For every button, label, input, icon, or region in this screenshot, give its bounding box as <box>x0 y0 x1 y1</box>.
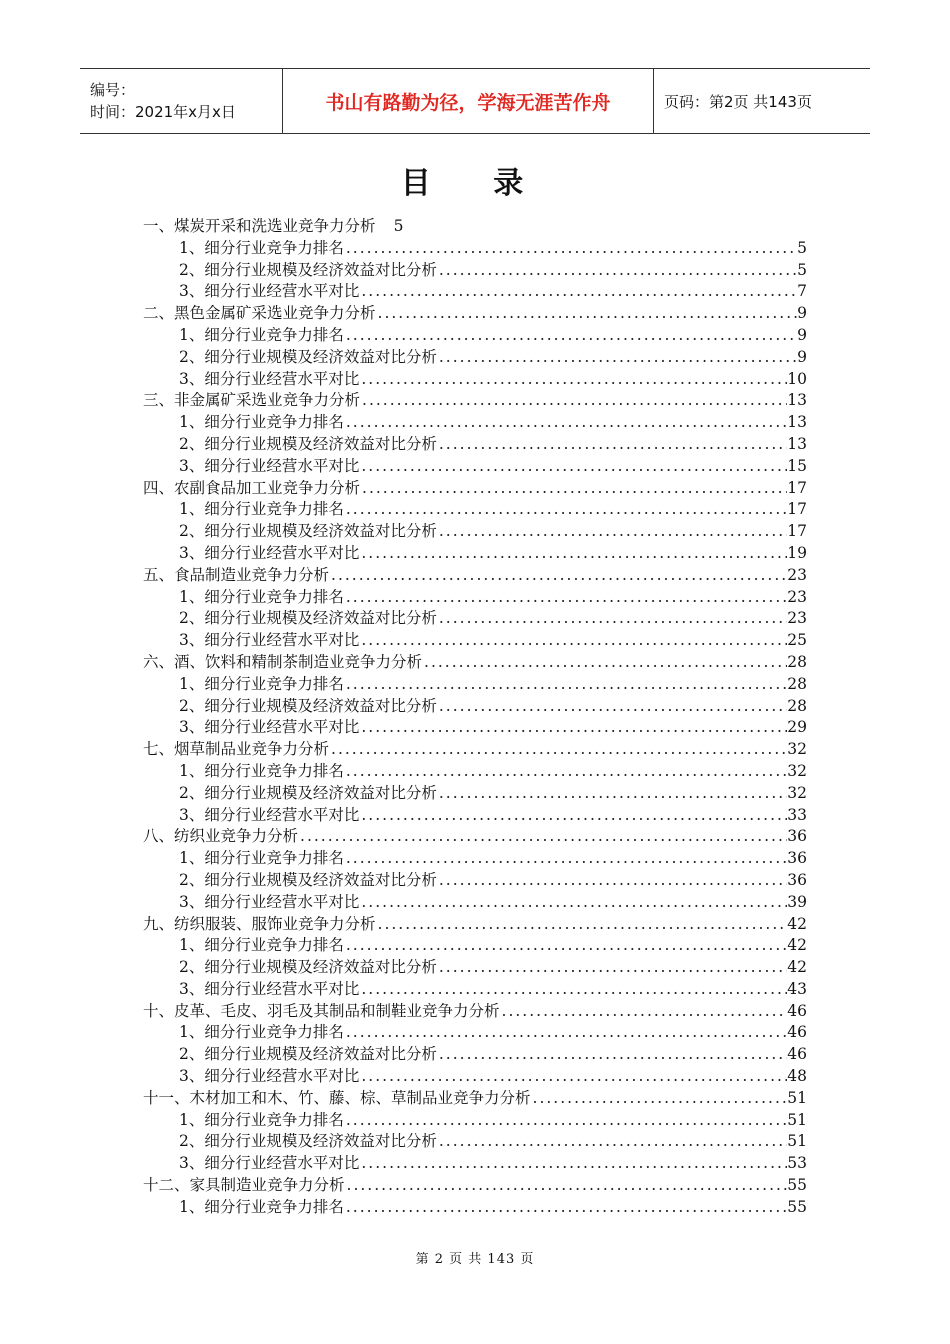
toc-entry-page: 32 <box>787 783 807 802</box>
toc-entry-page: 23 <box>787 587 807 606</box>
toc-leader-dots <box>500 1002 788 1020</box>
toc-entry-page: 5 <box>393 217 404 235</box>
toc-leader-dots <box>344 1023 787 1041</box>
toc-entry-page: 28 <box>787 674 807 693</box>
toc-entry-page: 33 <box>787 805 807 824</box>
table-of-contents <box>143 214 807 1217</box>
toc-entry[interactable] <box>143 1064 807 1086</box>
toc-entry-title: 3、细分行业经营水平对比 <box>179 543 360 562</box>
toc-entry[interactable] <box>143 606 807 628</box>
toc-entry[interactable] <box>143 672 807 694</box>
toc-entry-title: 3、细分行业经营水平对比 <box>179 1154 360 1173</box>
toc-entry-page: 5 <box>797 238 807 257</box>
toc-leader-dots <box>344 239 797 257</box>
toc-entry-page: 51 <box>787 1132 807 1151</box>
toc-entry-title: 1、细分行业竞争力排名 <box>179 587 344 606</box>
toc-entry[interactable] <box>143 1173 807 1195</box>
toc-entry[interactable] <box>143 890 807 912</box>
toc-entry-title: 七、烟草制品业竞争力分析 <box>143 740 330 759</box>
toc-entry-title: 2、细分行业规模及经济效益对比分析 <box>179 1045 437 1064</box>
toc-entry-title: 十一、木材加工和木、竹、藤、棕、草制品业竞争力分析 <box>143 1088 531 1107</box>
toc-entry-page: 46 <box>787 1001 807 1020</box>
toc-leader-dots <box>437 784 787 802</box>
toc-leader-dots <box>344 1198 787 1216</box>
toc-entry-title: 四、农副食品加工业竞争力分析 <box>143 478 361 497</box>
toc-entry[interactable] <box>143 214 807 236</box>
toc-entry-page: 7 <box>797 282 807 301</box>
toc-entry[interactable] <box>143 432 807 454</box>
toc-entry-page: 42 <box>787 936 807 955</box>
toc-entry-title: 1、细分行业竞争力排名 <box>179 849 344 868</box>
toc-entry-title: 3、细分行业经营水平对比 <box>179 718 360 737</box>
toc-entry-page: 55 <box>787 1176 807 1195</box>
toc-entry-page: 36 <box>787 849 807 868</box>
toc-entry-title: 2、细分行业规模及经济效益对比分析 <box>179 609 437 628</box>
toc-leader-dots <box>376 915 788 933</box>
toc-entry-title: 十、皮革、毛皮、羽毛及其制品和制鞋业竞争力分析 <box>143 1001 500 1020</box>
toc-leader-dots <box>329 740 787 758</box>
toc-entry[interactable] <box>143 497 807 519</box>
toc-entry[interactable] <box>143 345 807 367</box>
toc-entry-page: 53 <box>787 1154 807 1173</box>
toc-entry-title: 1、细分行业竞争力排名 <box>179 238 344 257</box>
toc-leader-dots <box>437 697 787 715</box>
toc-entry-title: 二、黑色金属矿采选业竞争力分析 <box>143 304 376 323</box>
document-number-label: 编号： <box>90 81 136 99</box>
toc-leader-dots <box>359 1154 787 1172</box>
toc-entry-title: 1、细分行业竞争力排名 <box>179 761 344 780</box>
toc-leader-dots <box>344 762 787 780</box>
toc-entry-page: 19 <box>787 543 807 562</box>
page-footer: 第 2 页 共 143 页 <box>415 1252 535 1267</box>
toc-entry[interactable] <box>143 650 807 672</box>
toc-entry-title: 2、细分行业规模及经济效益对比分析 <box>179 1132 437 1151</box>
toc-leader-dots <box>359 893 787 911</box>
toc-entry-title: 2、细分行业规模及经济效益对比分析 <box>179 696 437 715</box>
toc-entry[interactable] <box>143 563 807 585</box>
toc-entry[interactable] <box>143 258 807 280</box>
toc-entry[interactable] <box>143 781 807 803</box>
toc-leader-dots <box>360 479 787 497</box>
toc-leader-dots <box>344 936 787 954</box>
toc-leader-dots <box>360 391 787 409</box>
toc-entry-title: 2、细分行业规模及经济效益对比分析 <box>179 522 437 541</box>
toc-entry-title: 1、细分行业竞争力排名 <box>179 1110 344 1129</box>
toc-entry-title: 1、细分行业竞争力排名 <box>179 500 344 519</box>
toc-entry[interactable] <box>143 759 807 781</box>
toc-entry-page: 9 <box>797 325 807 344</box>
toc-entry-title: 九、纺织服装、服饰业竞争力分析 <box>143 914 376 933</box>
header-motto <box>282 69 654 133</box>
toc-entry-page: 13 <box>787 434 807 453</box>
toc-entry-page: 17 <box>787 500 807 519</box>
toc-leader-dots <box>344 1111 787 1129</box>
toc-leader-dots <box>437 261 797 279</box>
toc-leader-dots <box>359 806 787 824</box>
toc-entry-title: 1、细分行业竞争力排名 <box>179 413 344 432</box>
toc-entry-page: 13 <box>787 391 807 410</box>
document-time-label: 时间：2021年x月x日 <box>90 103 236 121</box>
toc-leader-dots <box>345 1176 788 1194</box>
toc-leader-dots <box>344 326 797 344</box>
toc-entry-title: 1、细分行业竞争力排名 <box>179 1197 344 1216</box>
toc-entry[interactable] <box>143 803 807 825</box>
toc-entry[interactable] <box>143 824 807 846</box>
toc-entry-page: 42 <box>787 914 807 933</box>
toc-entry[interactable] <box>143 999 807 1021</box>
toc-entry-page: 5 <box>797 260 807 279</box>
toc-entry-page: 15 <box>787 456 807 475</box>
toc-leader-dots <box>359 718 787 736</box>
toc-entry[interactable] <box>143 454 807 476</box>
toc-entry-title: 2、细分行业规模及经济效益对比分析 <box>179 434 437 453</box>
toc-entry[interactable] <box>143 410 807 432</box>
toc-entry-page: 32 <box>787 761 807 780</box>
toc-entry[interactable] <box>143 236 807 258</box>
toc-entry-title: 3、细分行业经营水平对比 <box>179 892 360 911</box>
toc-entry-title: 1、细分行业竞争力排名 <box>179 1023 344 1042</box>
toc-entry[interactable] <box>143 1020 807 1042</box>
toc-leader-dots <box>344 675 787 693</box>
toc-entry-page: 46 <box>787 1045 807 1064</box>
toc-entry-page: 32 <box>787 740 807 759</box>
toc-entry-page: 36 <box>787 827 807 846</box>
toc-entry-page: 28 <box>787 696 807 715</box>
toc-entry-page: 28 <box>787 652 807 671</box>
toc-entry[interactable] <box>143 846 807 868</box>
toc-entry-page: 51 <box>787 1110 807 1129</box>
toc-entry[interactable] <box>143 388 807 410</box>
toc-entry-title: 3、细分行业经营水平对比 <box>179 805 360 824</box>
toc-entry-page: 46 <box>787 1023 807 1042</box>
toc-entry-page: 17 <box>787 522 807 541</box>
toc-leader-dots <box>329 566 787 584</box>
toc-leader-dots <box>359 544 787 562</box>
toc-entry[interactable] <box>143 1108 807 1130</box>
toc-entry-title: 1、细分行业竞争力排名 <box>179 936 344 955</box>
toc-leader-dots <box>359 631 787 649</box>
toc-leader-dots <box>344 588 787 606</box>
toc-entry[interactable] <box>143 279 807 301</box>
toc-entry[interactable] <box>143 301 807 323</box>
toc-leader-dots <box>437 1045 787 1063</box>
toc-entry-page: 25 <box>787 631 807 650</box>
toc-entry-title: 十二、家具制造业竞争力分析 <box>143 1176 345 1195</box>
toc-entry-page: 13 <box>787 413 807 432</box>
toc-entry-page: 23 <box>787 609 807 628</box>
toc-title: 目 录 <box>400 166 550 201</box>
header-meta <box>80 69 282 133</box>
toc-entry[interactable] <box>143 519 807 541</box>
toc-entry-title: 3、细分行业经营水平对比 <box>179 456 360 475</box>
toc-entry-page: 43 <box>787 979 807 998</box>
toc-entry-title: 五、食品制造业竞争力分析 <box>143 565 330 584</box>
toc-leader-dots <box>437 609 787 627</box>
toc-entry-title: 1、细分行业竞争力排名 <box>179 674 344 693</box>
toc-leader-dots <box>344 849 787 867</box>
page-header <box>80 68 870 134</box>
toc-leader-dots <box>359 1067 787 1085</box>
toc-leader-dots <box>437 871 787 889</box>
motto-text: 书山有路勤为径，学海无涯苦作舟 <box>325 91 611 114</box>
toc-entry-page: 42 <box>787 958 807 977</box>
toc-entry[interactable] <box>143 737 807 759</box>
toc-entry-page: 10 <box>787 369 807 388</box>
toc-entry[interactable] <box>143 323 807 345</box>
toc-entry[interactable] <box>143 628 807 650</box>
toc-leader-dots <box>298 827 787 845</box>
toc-leader-dots <box>437 522 787 540</box>
toc-leader-dots <box>437 435 787 453</box>
toc-entry-title: 3、细分行业经营水平对比 <box>179 282 360 301</box>
toc-entry-title: 2、细分行业规模及经济效益对比分析 <box>179 347 437 366</box>
toc-leader-dots <box>531 1089 788 1107</box>
toc-entry[interactable] <box>143 977 807 999</box>
toc-leader-dots <box>437 1132 787 1150</box>
toc-entry-title: 六、酒、饮料和精制茶制造业竞争力分析 <box>143 652 423 671</box>
toc-leader-dots <box>344 500 787 518</box>
toc-leader-dots <box>344 413 787 431</box>
toc-leader-dots <box>359 980 787 998</box>
toc-entry-title: 2、细分行业规模及经济效益对比分析 <box>179 260 437 279</box>
toc-entry-title: 1、细分行业竞争力排名 <box>179 325 344 344</box>
toc-entry[interactable] <box>143 585 807 607</box>
toc-entry[interactable] <box>143 912 807 934</box>
toc-entry[interactable] <box>143 476 807 498</box>
toc-entry-title: 3、细分行业经营水平对比 <box>179 1067 360 1086</box>
toc-entry-page: 36 <box>787 870 807 889</box>
toc-leader-dots <box>376 304 797 322</box>
toc-entry-page: 55 <box>787 1197 807 1216</box>
toc-leader-dots <box>437 958 787 976</box>
toc-entry-title: 3、细分行业经营水平对比 <box>179 369 360 388</box>
toc-entry[interactable] <box>143 367 807 389</box>
toc-leader-dots <box>437 348 797 366</box>
toc-entry-page: 48 <box>787 1067 807 1086</box>
toc-entry-page: 17 <box>787 478 807 497</box>
toc-entry-page: 51 <box>787 1088 807 1107</box>
toc-entry-title: 2、细分行业规模及经济效益对比分析 <box>179 783 437 802</box>
toc-entry-title: 一、煤炭开采和洗选业竞争力分析 <box>143 217 376 235</box>
toc-entry[interactable] <box>143 1129 807 1151</box>
toc-entry-page: 23 <box>787 565 807 584</box>
toc-leader-dots <box>359 282 797 300</box>
toc-entry[interactable] <box>143 1086 807 1108</box>
toc-entry-page: 9 <box>797 304 807 323</box>
page-info-text: 页码：第2页 共143页 <box>664 92 812 111</box>
toc-entry[interactable] <box>143 541 807 563</box>
toc-entry[interactable] <box>143 1195 807 1217</box>
toc-entry-title: 2、细分行业规模及经济效益对比分析 <box>179 958 437 977</box>
toc-entry[interactable] <box>143 694 807 716</box>
toc-entry[interactable] <box>143 1151 807 1173</box>
toc-entry-title: 八、纺织业竞争力分析 <box>143 827 299 846</box>
toc-entry[interactable] <box>143 955 807 977</box>
toc-entry[interactable] <box>143 868 807 890</box>
toc-entry[interactable] <box>143 1042 807 1064</box>
toc-leader-dots <box>422 653 787 671</box>
toc-entry-title: 2、细分行业规模及经济效益对比分析 <box>179 870 437 889</box>
toc-entry[interactable] <box>143 933 807 955</box>
toc-entry-page: 29 <box>787 718 807 737</box>
toc-entry[interactable] <box>143 715 807 737</box>
toc-entry-page: 9 <box>797 347 807 366</box>
toc-entry-page: 39 <box>787 892 807 911</box>
toc-entry-title: 3、细分行业经营水平对比 <box>179 979 360 998</box>
toc-leader-dots <box>359 457 787 475</box>
header-page-info <box>654 69 870 133</box>
toc-leader-dots <box>359 370 787 388</box>
toc-entry-title: 3、细分行业经营水平对比 <box>179 631 360 650</box>
toc-entry-title: 三、非金属矿采选业竞争力分析 <box>143 391 361 410</box>
